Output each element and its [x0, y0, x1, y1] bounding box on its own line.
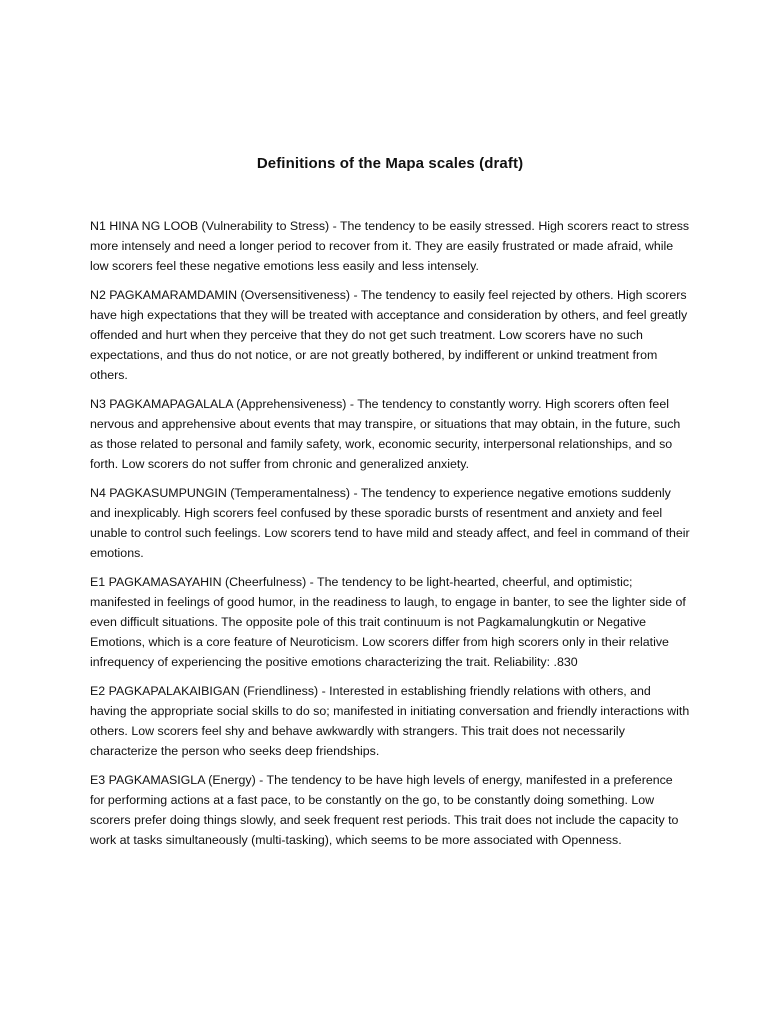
scale-heading: N3 PAGKAMAPAGALALA [90, 397, 233, 411]
scale-description: (Apprehensiveness) - The tendency to constantly worry. High scorers often feel nervous and apprehensive about events that may transpire, or situations that may obtain, in the future, such as those related to personal and family safety, work, economic security, interpersonal relationships, and so forth. Low scorers do not suffer from chronic and generalized anxiety. [90, 397, 681, 471]
scale-description: (Friendliness) - Interested in establishing friendly relations with others, and having the appropriate social skills to do so; manifested in initiating conversation and friendly interactions with others. Low scorers feel shy and behave awkwardly with strangers. This trait does not necessarily characterize the person who seeks deep friendships. [90, 684, 690, 758]
scale-definition-n2 [90, 285, 690, 385]
scale-definition-e1 [90, 572, 690, 672]
scale-description: (Oversensitiveness) - The tendency to easily feel rejected by others. High scorers have high expectations that they will be treated with acceptance and consideration by others, and feel greatly offended and hurt when they perceive that they do not get such treatment. Low scorers have no such expectations, and thus do not notice, or are not greatly bothered, by indifferent or unkind treatment from others. [90, 288, 688, 382]
scale-description: (Energy) - The tendency to be have high levels of energy, manifested in a preference for performing actions at a fast pace, to be constantly on the go, to be constantly doing something. Low scorers prefer doing things slowly, and seek frequent rest periods. This trait does not include the capacity to work at tasks simultaneously (multi-tasking), which seems to be more associated with Openness. [90, 773, 679, 847]
scale-description: (Cheerfulness) - The tendency to be light-hearted, cheerful, and optimistic; manifested in feelings of good humor, in the readiness to laugh, to engage in banter, to see the lighter side of even difficult situations. The opposite pole of this trait continuum is not Pagkamalungkutin or Negative Emotions, which is a core feature of Neuroticism. Low scorers differ from high scorers only in their relative infrequency of experiencing the positive emotions characterizing the trait. Reliability: .830 [90, 575, 686, 669]
scale-definition-e3 [90, 770, 690, 850]
scale-description: (Vulnerability to Stress) - The tendency to be easily stressed. High scorers react to stress more intensely and need a longer period to recover from it. They are easily frustrated or made afraid, while low scorers feel these negative emotions less easily and less intensely. [90, 219, 690, 273]
scale-heading: N4 PAGKASUMPUNGIN [90, 486, 227, 500]
scale-description: (Temperamentalness) - The tendency to experience negative emotions suddenly and inexplicably. High scorers feel confused by these sporadic bursts of resentment and anxiety and feel unable to control such feelings. Low scorers tend to have mild and steady affect, and feel in command of their emotions. [90, 486, 690, 560]
scale-heading: E1 PAGKAMASAYAHIN [90, 575, 222, 589]
scale-heading: E3 PAGKAMASIGLA [90, 773, 205, 787]
scale-definition-n1 [90, 216, 690, 276]
scale-definition-e2 [90, 681, 690, 761]
document-title: Definitions of the Mapa scales (draft) [256, 155, 524, 172]
scale-heading: E2 PAGKAPALAKAIBIGAN [90, 684, 240, 698]
scale-heading: N1 HINA NG LOOB [90, 219, 199, 233]
scale-definition-n4 [90, 483, 690, 563]
scale-definition-n3 [90, 394, 690, 474]
scale-heading: N2 PAGKAMARAMDAMIN [90, 288, 238, 302]
